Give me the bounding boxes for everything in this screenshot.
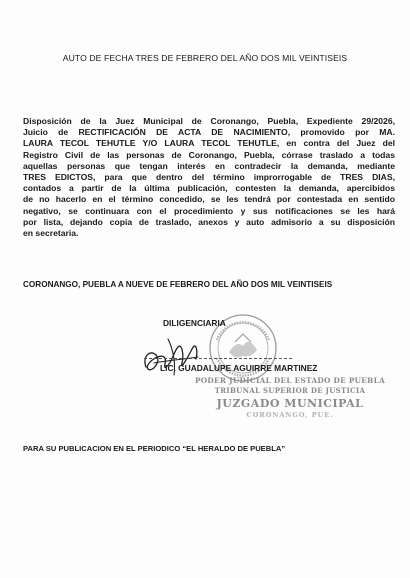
signer-role: DILIGENCIARIA (163, 318, 226, 328)
body-line: aquellas personas que tengan interés en contradecir la demanda, mediante (23, 160, 395, 171)
body-line: de no hacerlo en el término concedido, se les tendrá por contestada en sentido (23, 194, 395, 205)
dateline: CORONANGO, PUEBLA A NUEVE DE FEBRERO DEL AÑO DOS MIL VEINTISEIS (23, 280, 333, 289)
signer-name: LIC. GUADALUPE AGUIRRE MARTINEZ (160, 363, 318, 373)
court-stamp (190, 376, 390, 438)
body-line: contados a partir de la última publicación, contesten la demanda, apercibidos (23, 183, 395, 194)
body-line: Juicio de RECTIFICACIÓN DE ACTA DE NACIMIENTO, promovido por MA. (23, 127, 395, 138)
edict-body (23, 116, 395, 239)
body-line: Registro Civil de las personas de Coronango, Puebla, córrase traslado a todas (23, 149, 395, 160)
court-stamp-line: PODER JUDICIAL DEL ESTADO DE PUEBLA (194, 376, 386, 385)
document-title: AUTO DE FECHA TRES DE FEBRERO DEL AÑO DOS MIL VEINTISEIS (62, 53, 348, 63)
handwritten-signature (138, 327, 208, 383)
court-stamp-line: TRIBUNAL SUPERIOR DE JUSTICIA (214, 386, 366, 395)
body-line: Disposición de la Juez Municipal de Coronango, Puebla, Expediente 29/2026, (23, 116, 395, 126)
court-stamp-line: CORONANGO, PUE. (246, 411, 334, 419)
publication-note: PARA SU PUBLICACION EN EL PERIODICO “EL HERALDO DE PUEBLA” (23, 444, 286, 453)
body-line: por lista, dejando copia de traslado, anexos y auto admisorio a su disposición (23, 216, 395, 227)
body-line: negativo, se continuara con el procedimiento y sus notificaciones se les hará (23, 205, 395, 216)
body-line: LAURA TECOL TEHUTLE Y/O LAURA TECOL TEHUTLE, en contra del Juez del (23, 138, 395, 149)
court-stamp-line: JUZGADO MUNICIPAL (216, 397, 364, 410)
body-line: TRES EDICTOS, para que dentro del término improrrogable de TRES DIAS, (23, 172, 395, 183)
signature-line (144, 358, 292, 359)
body-line: en secretaria. (23, 228, 79, 239)
